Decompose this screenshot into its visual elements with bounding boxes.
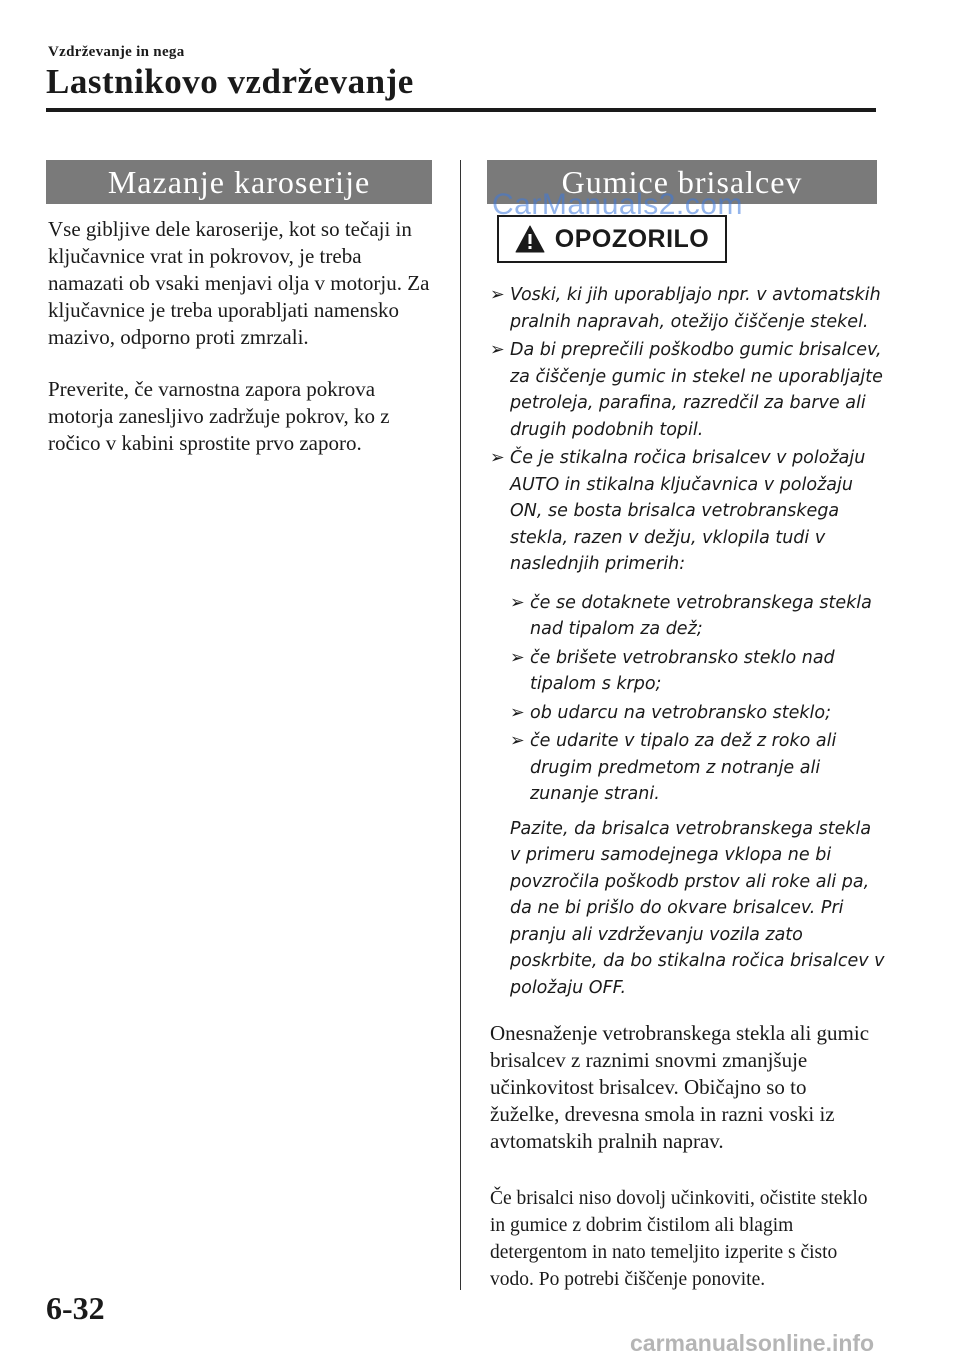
arrow-bullet-icon: ➢ [490,448,505,468]
spacer [490,580,885,590]
left-column-text [48,216,438,457]
list-item [490,282,885,335]
warning-text: če udarite v tipalo za dež z roko ali drugim predmetom z notranje ali zunanje strani. [530,731,837,804]
warning-box [497,215,727,263]
warning-text: če se dotaknete vetrobranskega stekla nad tipalom za dež; [530,592,872,639]
section-title-wiper-blades: Gumice brisalcev [487,160,877,204]
section-title-body-lubrication: Mazanje karoserije [46,160,432,204]
warning-text: Voski, ki jih uporabljajo npr. v avtomatskih pralnih napravah, otežijo čiščenje stekel. [510,285,881,332]
page-number: 6-32 [46,1290,105,1326]
column-divider [460,160,461,1290]
arrow-bullet-icon: ➢ [510,731,525,751]
warning-list [490,282,885,1001]
paragraph: Preverite, če varnostna zapora pokrova motorja zanesljivo zadržuje pokrov, ko z ročico v kabini sprostite prvo zaporo. [48,377,390,455]
paragraph: Vse gibljive dele karoserije, kot so tečaji in ključavnice vrat in pokrovov, je treba namazati ob vsaki menjavi olja v motorju. Za ključavnice je treba uporabljati namensko mazivo, odporno proti zmrzali. [48,217,430,349]
arrow-bullet-icon: ➢ [490,285,505,305]
watermark-top: CarManuals2.com [492,188,743,221]
warning-text: ob udarcu na vetrobransko steklo; [530,702,832,723]
warning-note: Pazite, da brisalca vetrobranskega stekla v primeru samodejnega vklopa ne bi povzročila poškodb prstov ali roke ali pa, da ne bi prišlo do okvare brisalcev. Pri pranju ali vzdrževanju vozila zato poskrbite, da bo stikalna ročica brisalcev v položaju OFF. [510,818,885,998]
right-column-text [490,1020,880,1293]
warning-text: Da bi preprečili poškodbo gumic brisalcev, za čiščenje gumic in stekel ne uporabljajte petroleja, parafina, razredčil za barve ali drugih podobnih topil. [510,340,883,440]
list-item [510,645,885,698]
watermark-bottom: carmanualsonline.info [630,1330,875,1356]
paragraph: Onesnaženje vetrobranskega stekla ali gumic brisalcev z raznimi snovmi zmanjšuje učinkovitost brisalcev. Običajno so to žuželke, drevesna smola in razni voski iz avtomatskih pralnih naprav. [490,1021,870,1153]
list-item [490,445,885,578]
warning-triangle-icon [515,225,545,253]
arrow-bullet-icon: ➢ [510,592,525,613]
warning-text: Če je stikalna ročica brisalcev v položaju AUTO in stikalna ključavnica v položaju ON, se bosta brisalca vetrobranskega stekla, razen v dežju, vklopila tudi v naslednjih primerih: [510,448,866,574]
list-item [490,337,885,443]
list-item [510,700,885,727]
arrow-bullet-icon: ➢ [490,340,505,360]
list-item [510,728,885,808]
arrow-bullet-icon: ➢ [510,702,525,723]
header-rule [46,108,876,112]
list-item [510,590,885,643]
section-label: Vzdrževanje in nega [48,44,185,60]
warning-label: OPOZORILO [554,224,710,253]
arrow-bullet-icon: ➢ [510,647,525,668]
warning-text: če brišete vetrobransko steklo nad tipalom s krpo; [530,647,835,694]
paragraph: Če brisalci niso dovolj učinkoviti, očistite steklo in gumice z dobrim čistilom ali blagim detergentom in nato temeljito izperite s čisto vodo. Po potrebi čiščenje ponovite. [490,1188,868,1290]
chapter-title: Lastnikovo vzdrževanje [46,62,414,101]
